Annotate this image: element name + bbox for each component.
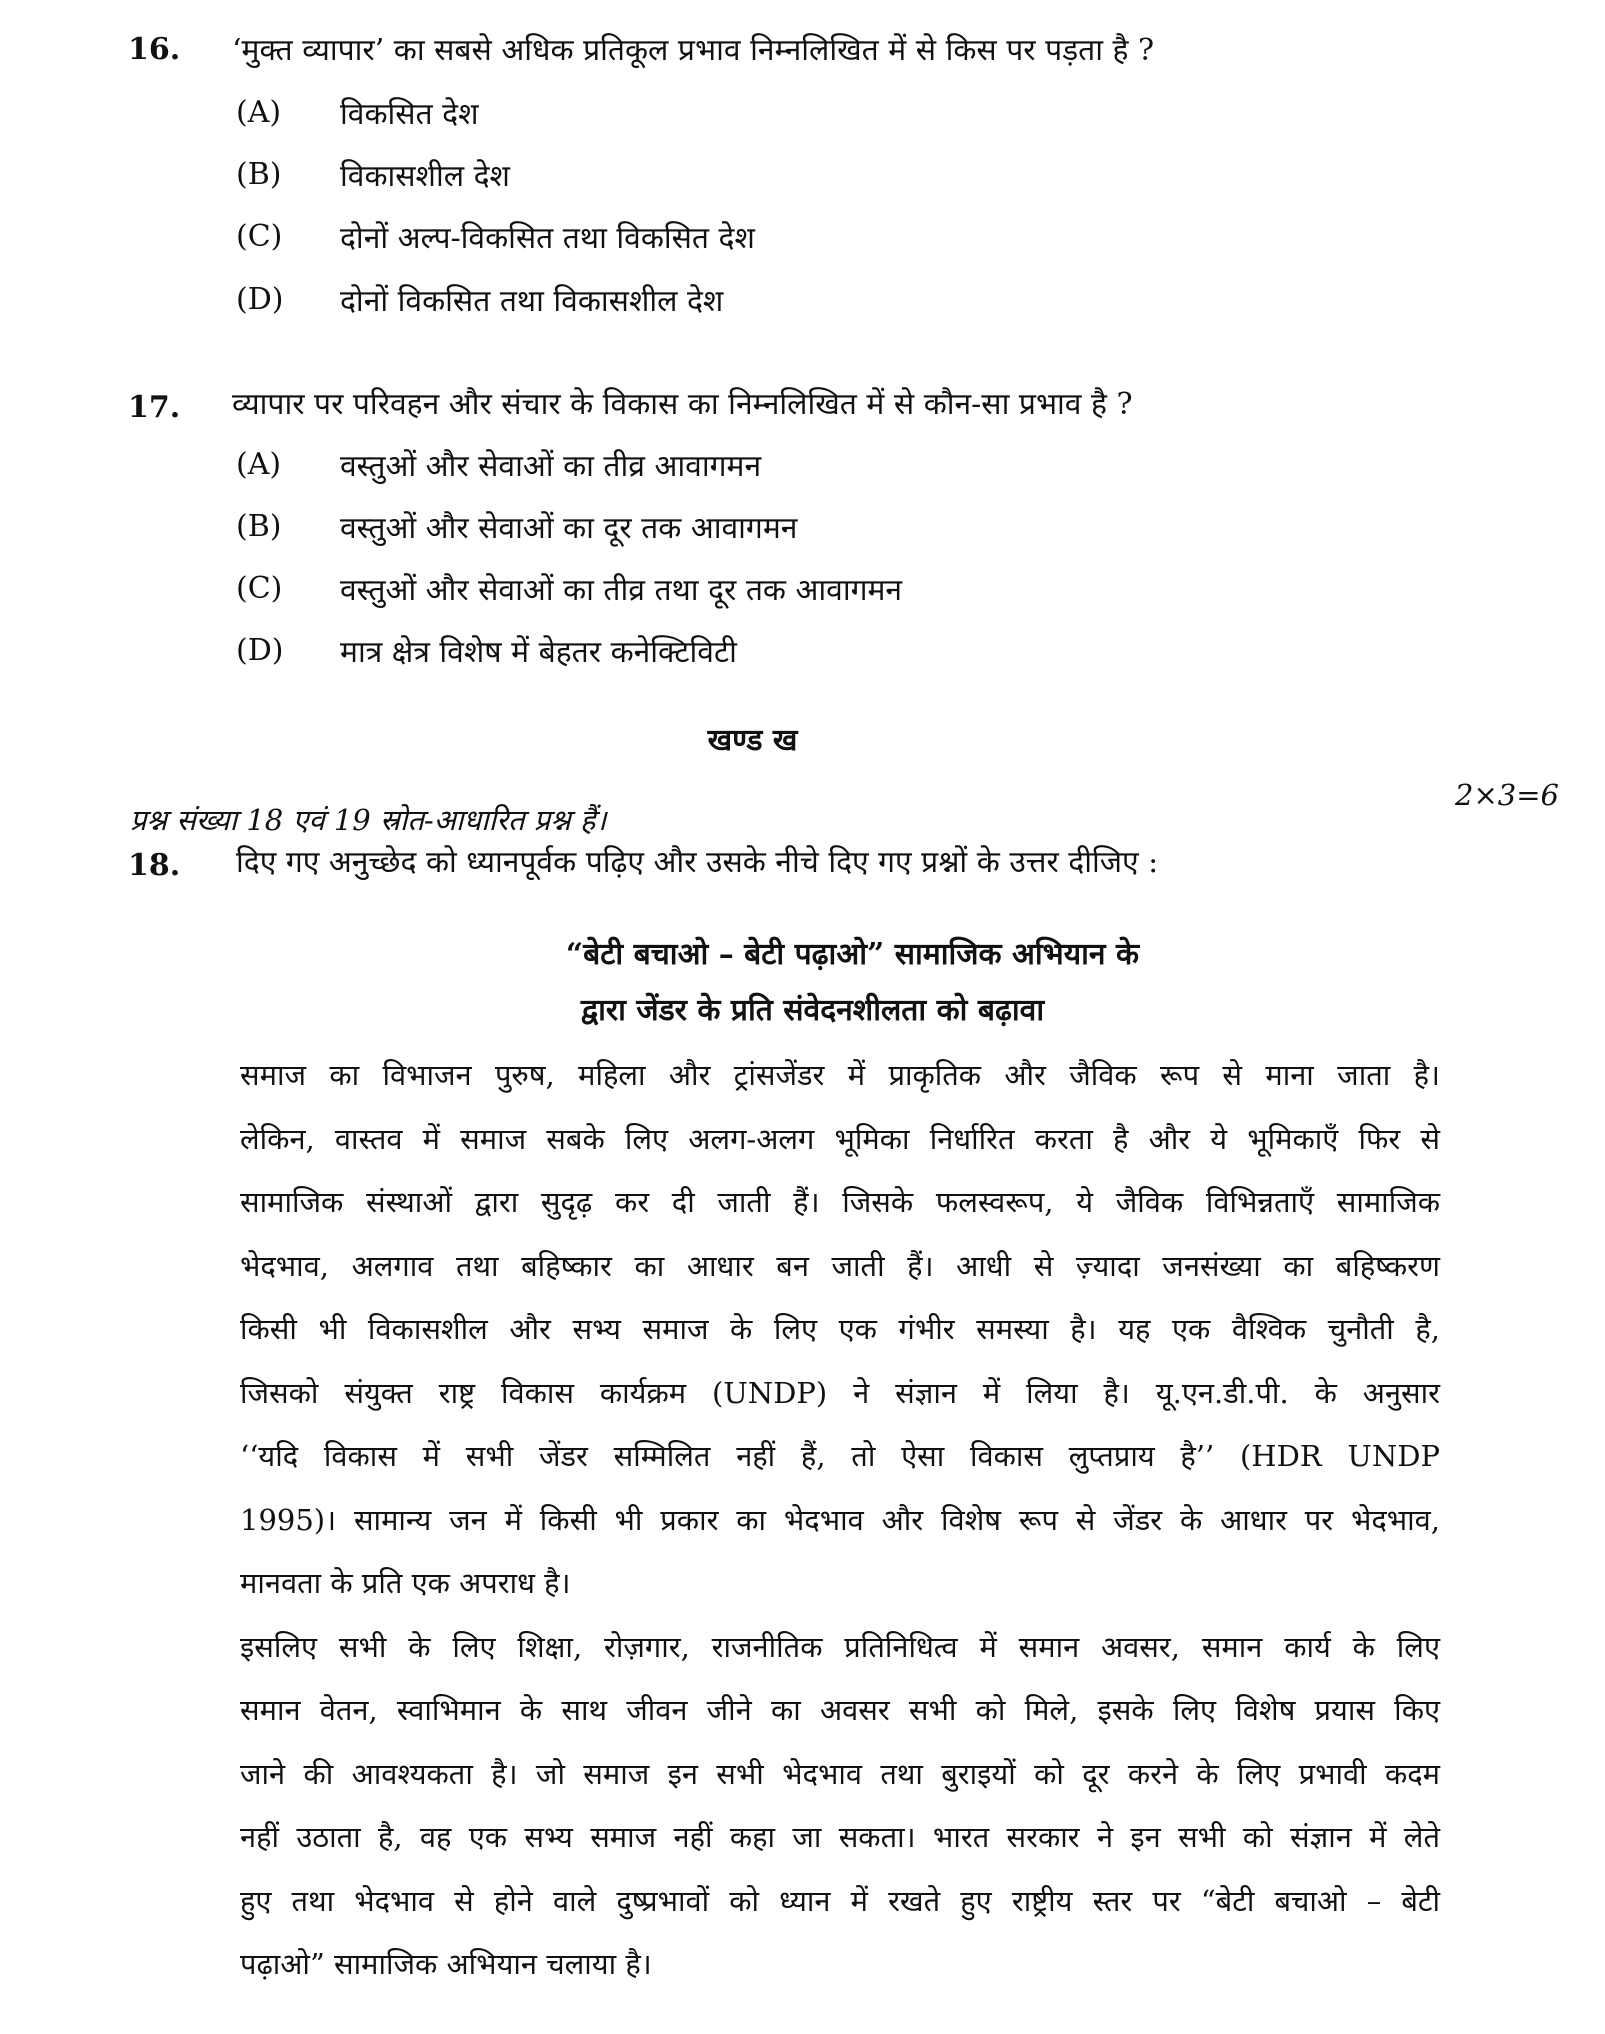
passage-line: जिसको संयुक्त राष्ट्र विकास कार्यक्रम (UNDP) ने संज्ञान में लिया है। यू.एन.डी.पी. के अनुसार bbox=[240, 1375, 1440, 1410]
q17-option-a-text: वस्तुओं और सेवाओं का तीव्र आवागमन bbox=[340, 449, 762, 484]
q17-option-a-label: (A) bbox=[236, 447, 282, 482]
q16-option-c-label: (C) bbox=[236, 219, 283, 254]
section-marks: 2×3=6 bbox=[1455, 778, 1559, 812]
passage-line: जाने की आवश्यकता है। जो समाज इन सभी भेदभाव तथा बुराइयों को दूर करने के लिए प्रभावी कदम bbox=[240, 1756, 1440, 1791]
q17-option-d-label: (D) bbox=[236, 633, 284, 668]
q17-option-c-label: (C) bbox=[236, 571, 283, 606]
section-instruction: प्रश्न संख्या 18 एवं 19 स्रोत-आधारित प्रश्न हैं। bbox=[130, 803, 607, 837]
q16-option-d-text: दोनों विकसित तथा विकासशील देश bbox=[340, 284, 724, 319]
q17-option-b-label: (B) bbox=[236, 509, 282, 544]
passage-line: भेदभाव, अलगाव तथा बहिष्कार का आधार बन जाती हैं। आधी से ज़्यादा जनसंख्या का बहिष्करण bbox=[240, 1248, 1440, 1283]
q17-option-d-text: मात्र क्षेत्र विशेष में बेहतर कनेक्टिविटी bbox=[340, 635, 737, 670]
q16-option-a-label: (A) bbox=[236, 95, 282, 130]
section-heading: खण्ड ख bbox=[707, 723, 798, 758]
passage-line: हुए तथा भेदभाव से होने वाले दुष्प्रभावों को ध्यान में रखते हुए राष्ट्रीय स्तर पर “बेटी बचाओ – बेटी bbox=[240, 1883, 1440, 1918]
q17-option-c-text: वस्तुओं और सेवाओं का तीव्र तथा दूर तक आवागमन bbox=[340, 573, 903, 608]
passage-line: लेकिन, वास्तव में समाज सबके लिए अलग-अलग भूमिका निर्धारित करता है और ये भूमिकाएँ फिर से bbox=[240, 1121, 1440, 1156]
passage-line: समान वेतन, स्वाभिमान के साथ जीवन जीने का अवसर सभी को मिले, इसके लिए विशेष प्रयास किए bbox=[240, 1693, 1440, 1727]
passage-line: 1995)। सामान्य जन में किसी भी प्रकार का भेदभाव और विशेष रूप से जेंडर के आधार पर भेदभाव, bbox=[240, 1502, 1440, 1537]
passage-line: इसलिए सभी के लिए शिक्षा, रोज़गार, राजनीतिक प्रतिनिधित्व में समान अवसर, समान कार्य के लिए bbox=[240, 1629, 1440, 1664]
passage-line: सामाजिक संस्थाओं द्वारा सुदृढ़ कर दी जाती हैं। जिसके फलस्वरूप, ये जैविक विभिन्नताएँ सामाजिक bbox=[240, 1185, 1440, 1219]
question-17-number: 17. bbox=[128, 390, 181, 425]
passage-line: समाज का विभाजन पुरुष, महिला और ट्रांसजेंडर में प्राकृतिक और जैविक रूप से माना जाता है। bbox=[240, 1058, 1440, 1092]
passage-line: मानवता के प्रति एक अपराध है। bbox=[240, 1566, 571, 1600]
question-18-text: दिए गए अनुच्छेद को ध्यानपूर्वक पढ़िए और उसके नीचे दिए गए प्रश्नों के उत्तर दीजिए : bbox=[236, 845, 1159, 880]
q16-option-a-text: विकसित देश bbox=[340, 97, 479, 132]
passage-title-line-2: द्वारा जेंडर के प्रति संवेदनशीलता को बढ़ावा bbox=[580, 993, 1045, 1028]
question-16-number: 16. bbox=[128, 32, 181, 67]
passage-title-line-1: “बेटी बचाओ – बेटी पढ़ाओ” सामाजिक अभियान के bbox=[565, 937, 1140, 972]
q16-option-b-text: विकासशील देश bbox=[340, 159, 510, 194]
passage-line: पढ़ाओ” सामाजिक अभियान चलाया है। bbox=[240, 1947, 652, 1981]
passage-line: किसी भी विकासशील और सभ्य समाज के लिए एक गंभीर समस्या है। यह एक वैश्विक चुनौती है, bbox=[240, 1312, 1440, 1346]
q16-option-c-text: दोनों अल्प-विकसित तथा विकसित देश bbox=[340, 221, 755, 256]
question-17-text: व्यापार पर परिवहन और संचार के विकास का निम्नलिखित में से कौन-सा प्रभाव है ? bbox=[232, 387, 1133, 422]
q16-option-d-label: (D) bbox=[236, 282, 284, 317]
q16-option-b-label: (B) bbox=[236, 157, 282, 192]
passage-line: नहीं उठाता है, वह एक सभ्य समाज नहीं कहा जा सकता। भारत सरकार ने इन सभी को संज्ञान में लेते bbox=[240, 1820, 1440, 1854]
q17-option-b-text: वस्तुओं और सेवाओं का दूर तक आवागमन bbox=[340, 511, 798, 546]
passage-line: ‘‘यदि विकास में सभी जेंडर सम्मिलित नहीं हैं, तो ऐसा विकास लुप्तप्राय है’’ (HDR UNDP bbox=[240, 1439, 1440, 1473]
question-16-text: ‘मुक्त व्यापार’ का सबसे अधिक प्रतिकूल प्रभाव निम्नलिखित में से किस पर पड़ता है ? bbox=[232, 33, 1155, 68]
question-18-number: 18. bbox=[128, 848, 181, 883]
